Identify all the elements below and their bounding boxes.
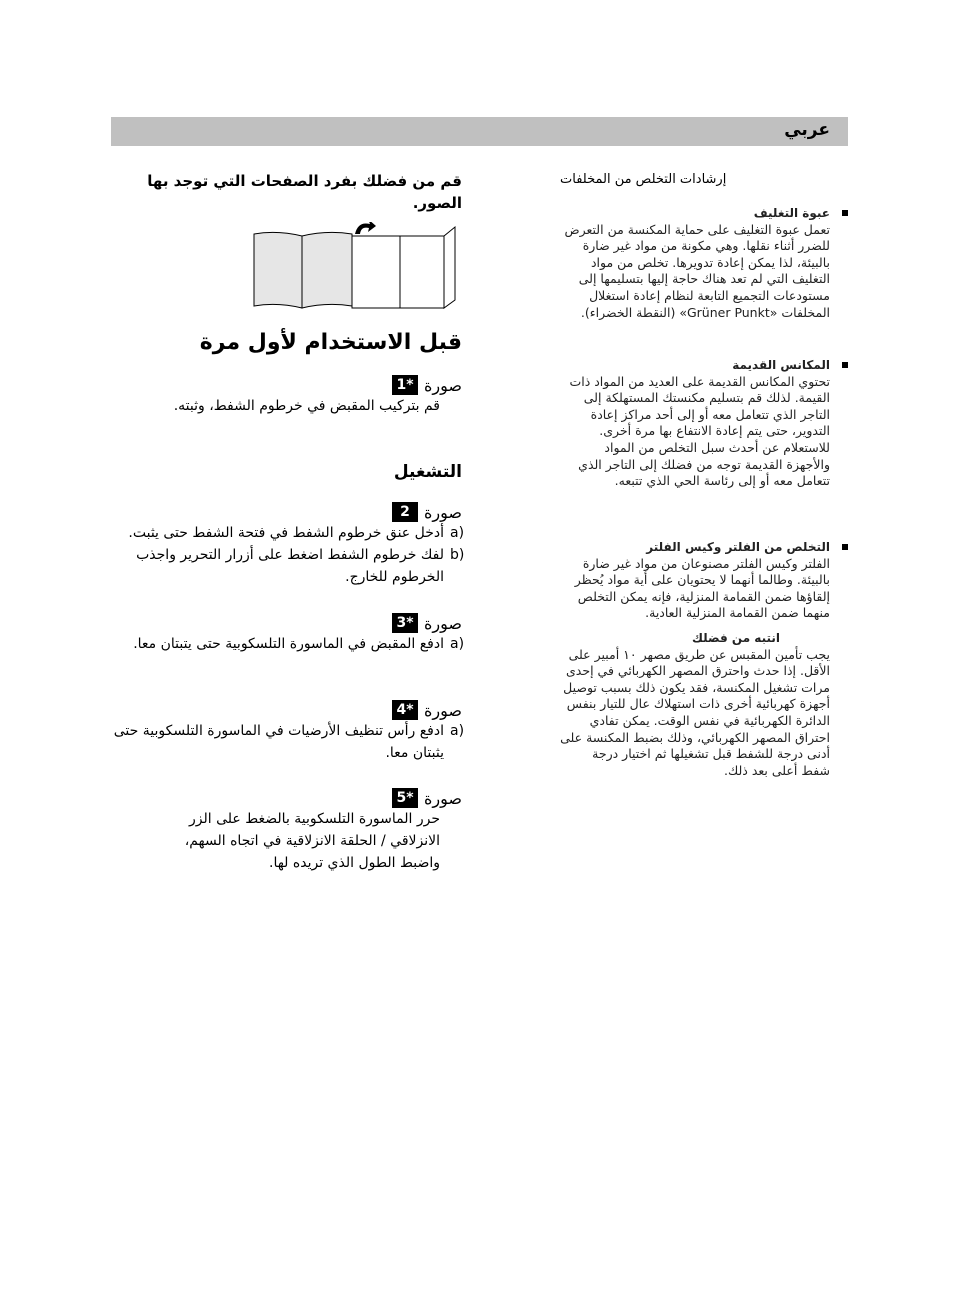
- figure-word: صورة: [424, 700, 462, 720]
- step-item: [110, 522, 465, 544]
- figure-word: صورة: [424, 613, 462, 633]
- step-text: أدخل عنق خرطوم الشفط في فتحة الشفط حتى يثبت.: [128, 525, 444, 541]
- figure-1-text: قم بتركيب المقبض في خرطوم الشفط، وثبته.: [173, 398, 440, 414]
- notice-heading: انتبه من فضلك: [691, 631, 780, 645]
- step-text: ادفع رأس تنظيف الأرضيات في الماسورة التلسكوبية حتى يثبتان معا.: [113, 723, 444, 761]
- right-column: [560, 172, 850, 812]
- unfold-pages-illustration: [252, 222, 462, 312]
- left-column: [110, 170, 465, 890]
- filter-disposal-section: [560, 539, 830, 622]
- step-item: [110, 544, 465, 588]
- notice-section: [560, 630, 830, 779]
- step-item: [110, 720, 465, 764]
- figure-5-block: [110, 788, 462, 874]
- section-heading: المكانس القديمة: [560, 357, 830, 374]
- step-letter: a): [450, 525, 465, 541]
- figure-word: صورة: [424, 502, 462, 522]
- figure-word: صورة: [424, 375, 462, 395]
- section-body: الفلتر وكيس الفلتر مصنوعان من مواد غير ضارة بالبيئة. وطالما أنهما لا يحتويان على أية مواد يُحظر إلقاؤها ضمن القمامة المنزلية، فإنه يمكن التخلص منهما ضمن القمامة المنزلية العادية.: [574, 555, 830, 621]
- figure-3-block: [110, 613, 465, 655]
- step-letter: a): [450, 723, 465, 739]
- figure-word: صورة: [424, 788, 462, 808]
- language-header-bar: [111, 117, 848, 146]
- figure-4-label: [110, 700, 462, 720]
- figure-number-badge: 3*: [392, 613, 418, 633]
- step-letter: a): [450, 636, 465, 652]
- step-letter: b): [450, 547, 465, 563]
- first-use-heading: قبل الاستخدام لأول مرة: [199, 330, 462, 355]
- figure-1-block: [110, 375, 462, 417]
- figure-1-label: [110, 375, 462, 395]
- figure-number-badge: 5*: [392, 788, 418, 808]
- section-heading: التخلص من الفلتر وكيس الفلتر: [560, 539, 830, 556]
- step-text: لفك خرطوم الشفط اضغط على أزرار التحرير واجذب الخرطوم للخارج.: [136, 547, 444, 585]
- figure-4-block: [110, 700, 465, 764]
- step-text: ادفع المقبض في الماسورة التلسكوبية حتى يتبتان معا.: [133, 636, 444, 652]
- section-body: تحتوي المكانس القديمة على العديد من المواد ذات القيمة. لذلك قم بتسليم مكنستك المستهلكة إلى التاجر الذي تتعامل معه أو إلى أحد مراكز إعادة التدوير، حتى يتم إعادة الانتفاع بها مرة أخرى. للاستعلام عن أحدث سبل التخلص من المواد والأجهزة القديمة توجه من فضلك إلى التاجر الذي تتعامل معه أو إلى رئاسة الحي الذي تتبعه.: [569, 373, 830, 489]
- section-body: تعمل عبوة التغليف على حماية المكنسة من التعرض للضرر أثناء نقلها. وهي مكونة من مواد غير ضارة بالبيئة، لذا يمكن إعادة تدويرها. تخلص من مواد التغليف التي لم تعد هناك حاجة إليها بتسليمها إلى مستودعات التجميع التابعة لنظام إعادة استغلال المخلفات «Grüner Punkt» (النقطة الخضراء).: [564, 221, 830, 320]
- curved-arrow-icon: [355, 222, 376, 234]
- figure-5-text: حرر الماسورة التلسكوبية بالضغط على الزر الانزلاقي / الحلقة الانزلاقية في اتجاه السهم، واضبط الطول الذي تريده لها.: [184, 811, 440, 871]
- figure-5-label: [110, 788, 462, 808]
- figure-number-badge: 1*: [392, 375, 418, 395]
- language-label: عربي: [784, 120, 830, 140]
- section-heading: عبوة التغليف: [560, 205, 830, 222]
- figure-2-label: [110, 502, 462, 522]
- operation-heading: التشغيل: [393, 462, 462, 482]
- old-vacuums-section: [560, 357, 830, 490]
- unfold-pages-instruction: قم من فضلك بفرد الصفحات التي توجد بها الصور.: [147, 172, 462, 212]
- packaging-section: [560, 205, 830, 321]
- figure-3-label: [110, 613, 462, 633]
- figure-2-block: [110, 502, 465, 588]
- figure-number-badge: 4*: [392, 700, 418, 720]
- step-item: [110, 633, 465, 655]
- notice-body: يجب تأمين المقبس عن طريق مصهر ١٠ أمبير على الأقل. إذا حدث واحترق المصهر الكهربائي في إحدى مرات تشغيل المكنسة، فقد يكون ذلك بسبب توصيل أجهزة كهربائية أخرى ذات استهلاك عال للتيار بنفس الدائرة الكهربائية في نفس الوقت. يمكن تفادي احتراق المصهر الكهربائي، وذلك بضبط المكنسة على أدنى درجة للشفط قبل تشغيلها ثم اختيار درجة شفط أعلى بعد ذلك.: [560, 646, 830, 778]
- disposal-title: إرشادات التخلص من المخلفات: [560, 172, 727, 187]
- figure-number-badge: 2: [392, 502, 418, 522]
